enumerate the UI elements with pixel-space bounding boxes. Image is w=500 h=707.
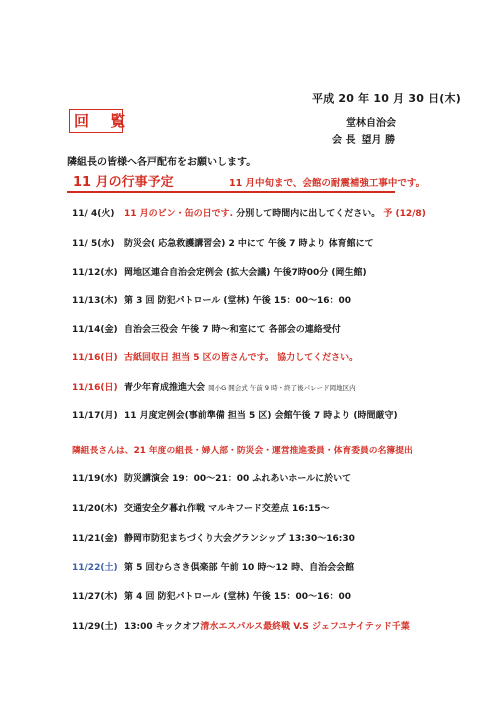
event-date: 11/ 4(火) bbox=[72, 209, 115, 219]
event-row bbox=[72, 560, 354, 573]
roster-submission-notice: 隣組長さんは、21 年度の組長・婦人部・防災会・運営推進委員・体育委員の名簿提出 bbox=[72, 446, 413, 456]
event-date: 11/29(土) bbox=[72, 622, 118, 632]
event-row bbox=[72, 471, 351, 484]
issue-date: 平成 20 年 10 月 30 日(木) bbox=[312, 92, 461, 105]
event-text: 11 月のビン・缶の日です. bbox=[124, 209, 234, 219]
event-date: 11/21(金) bbox=[72, 534, 118, 544]
event-date: 11/13(木) bbox=[72, 296, 118, 306]
event-row bbox=[72, 322, 341, 335]
event-date: 11/16(日) bbox=[72, 383, 118, 393]
circular-label: 回 覧 bbox=[74, 112, 134, 130]
event-row bbox=[72, 380, 356, 393]
event-row bbox=[72, 589, 351, 602]
event-text-detail: 分別して時間内に出してください。 bbox=[236, 209, 381, 219]
event-date: 11/12(水) bbox=[72, 268, 118, 278]
event-text-detail: 清水エスパルス最終戦 V.S ジェフユナイテッド千葉 bbox=[200, 622, 410, 632]
chair-title: 会 長 bbox=[332, 135, 356, 146]
event-text: 第 4 回 防犯パトロール (堂林) 午後 15：00～16：00 bbox=[124, 592, 352, 602]
chairperson bbox=[332, 131, 401, 146]
event-date: 11/14(金) bbox=[72, 325, 118, 335]
event-row bbox=[72, 350, 358, 363]
event-text-extra: 予 (12/8) bbox=[383, 209, 426, 219]
event-date: 11/16(日) bbox=[72, 353, 118, 363]
event-date: 11/22(土) bbox=[72, 563, 118, 573]
event-text: 自治会三役会 午後 7 時～和室にて 各部会の連絡受付 bbox=[124, 325, 341, 335]
event-text: 第 3 回 防犯パトロール (堂林) 午後 15：00～16：00 bbox=[124, 296, 352, 306]
event-row bbox=[72, 265, 367, 278]
event-row bbox=[72, 531, 355, 544]
event-text: 青少年育成推進大会 bbox=[124, 383, 206, 393]
event-date: 11/20(木) bbox=[72, 504, 118, 514]
schedule-headline: 11 月の行事予定 bbox=[73, 175, 174, 190]
event-text-detail: 岡小G 開会式 午前 9 時・終了後パレード岡地区内 bbox=[208, 384, 356, 392]
event-text: 静岡市防犯まちづくり大会グランシップ 13:30～16:30 bbox=[124, 534, 355, 544]
event-text: 13:00 キックオフ bbox=[124, 622, 201, 632]
event-row bbox=[72, 619, 410, 632]
event-row bbox=[72, 501, 330, 514]
association-name: 堂林自治会 bbox=[346, 118, 396, 129]
event-text: 交通安全夕暮れ作戦 マルキフード交差点 16:15～ bbox=[124, 504, 330, 514]
event-row bbox=[72, 236, 374, 249]
event-date: 11/17(月) bbox=[72, 411, 118, 421]
event-row bbox=[72, 206, 426, 219]
event-date: 11/27(木) bbox=[72, 592, 118, 602]
event-text: 古紙回収日 担当 5 区の皆さんです。 協力してください。 bbox=[124, 353, 359, 363]
event-date: 11/19(水) bbox=[72, 474, 118, 484]
event-text: 防災会( 応急救護講習会) 2 中にて 午後 7 時より 体育館にて bbox=[124, 239, 374, 249]
headline-underline bbox=[67, 191, 395, 193]
distribution-request: 隣組長の皆様へ各戸配布をお願いします。 bbox=[67, 157, 257, 168]
event-date: 11/ 5(水) bbox=[72, 239, 115, 249]
event-row bbox=[72, 293, 351, 306]
chair-name: 望月 勝 bbox=[361, 135, 395, 146]
event-row bbox=[72, 408, 398, 421]
event-text: 第 5 回むらさき倶楽部 午前 10 時～12 時、自治会会館 bbox=[124, 563, 355, 573]
event-text: 防災講演会 19：00～21：00 ふれあいホールに於いて bbox=[124, 474, 352, 484]
construction-notice: 11 月中旬まで、会館の耐震補強工事中です。 bbox=[229, 178, 426, 189]
event-text: 11 月度定例会(事前準備 担当 5 区) 会館午後 7 時より (時間厳守) bbox=[124, 411, 398, 421]
event-text: 岡地区連合自治会定例会 (拡大会議) 午後7時00分 (岡生館) bbox=[124, 268, 367, 278]
